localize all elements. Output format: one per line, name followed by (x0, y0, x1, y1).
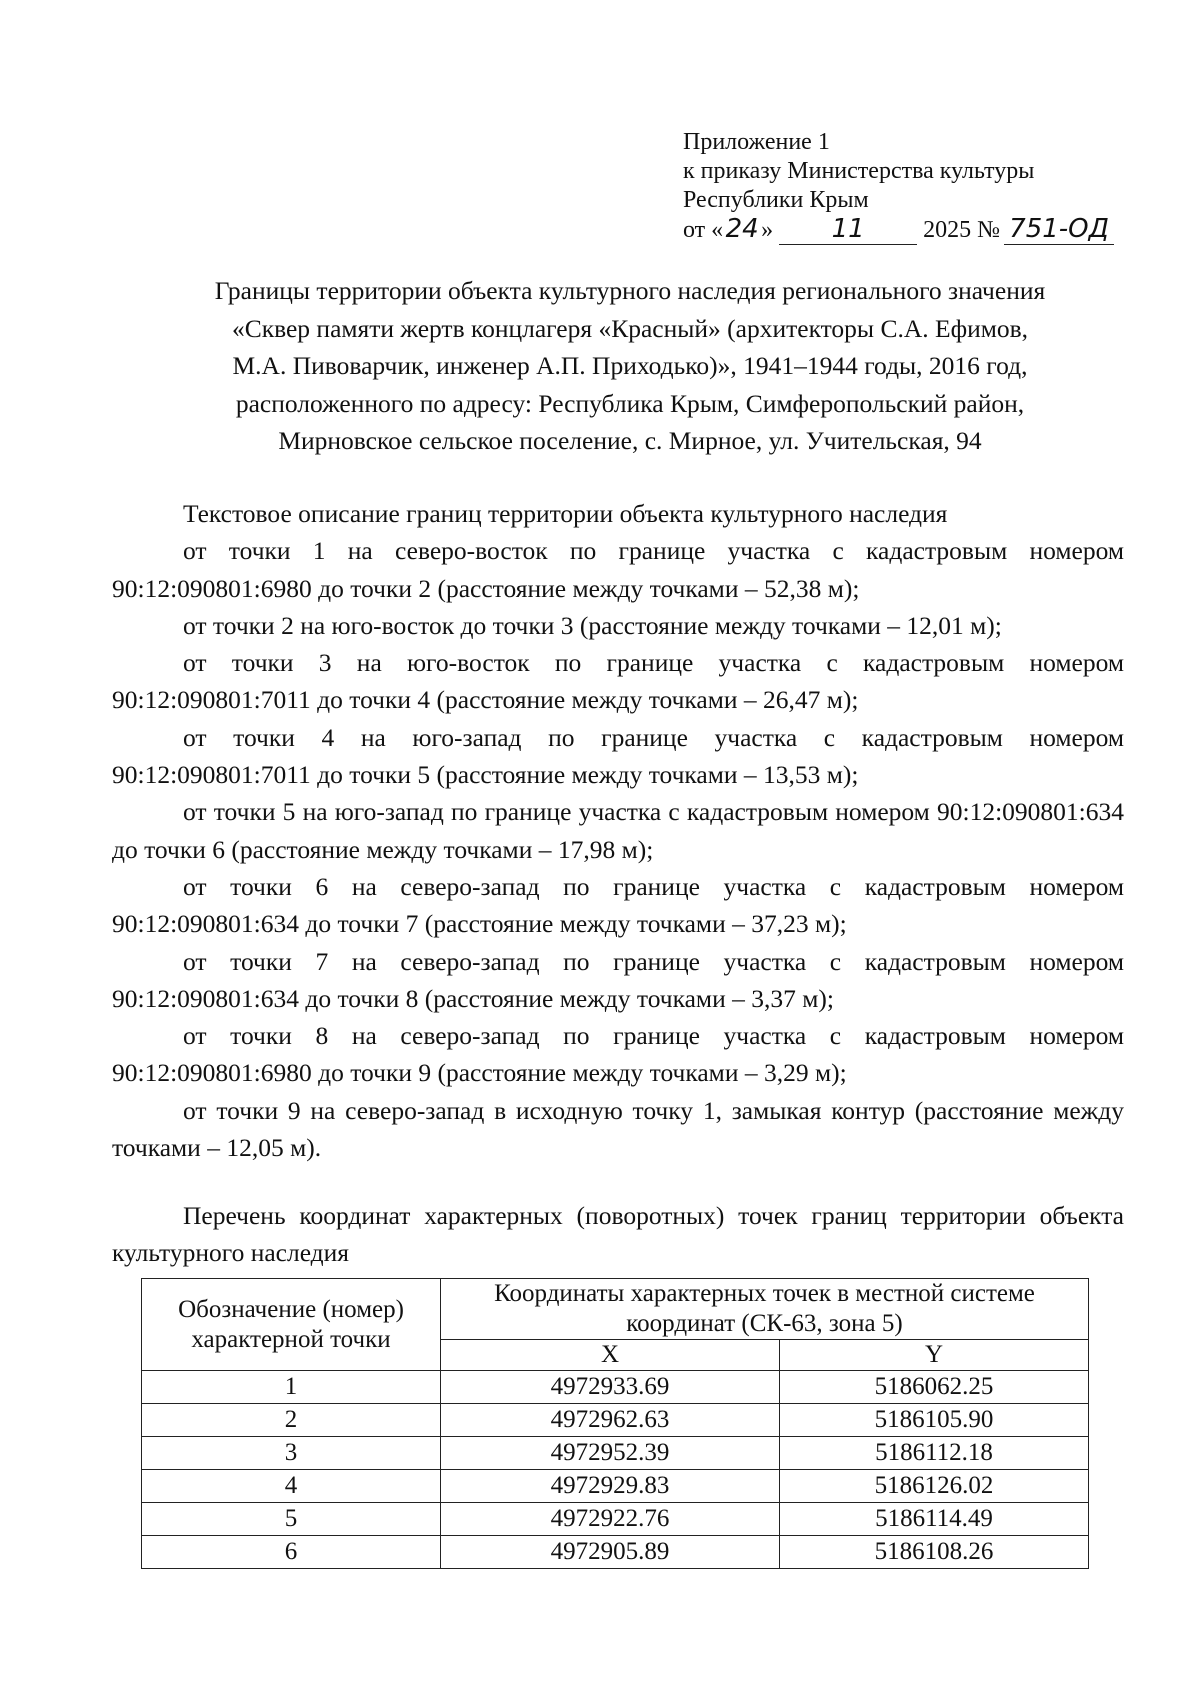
description-paragraph: от точки 2 на юго-восток до точки 3 (расстояние между точками – 12,01 м); (183, 610, 1002, 640)
header-point-name: Обозначение (номер) характерной точки (142, 1279, 441, 1371)
month-field (779, 216, 917, 245)
boundary-description (112, 495, 1124, 1166)
description-paragraph: от точки 8 на северо-запад по границе участка с кадастровым номером 90:12:090801:6980 до точки 9 (расстояние между точками – 3,29 м); (112, 1021, 1124, 1088)
description-paragraph: от точки 5 на юго-запад по границе участка с кадастровым номером 90:12:090801:634 до точки 6 (расстояние между точками – 17,98 м); (112, 797, 1124, 864)
coordinates-intro-text: Перечень координат характерных (поворотных) точек границ территории объекта культурного наследия (112, 1201, 1124, 1267)
table-row (142, 1371, 1089, 1404)
appendix-line-2: к приказу Министерства культуры (683, 158, 1035, 184)
point-y: 5186108.26 (780, 1536, 1089, 1569)
point-y: 5186105.90 (780, 1404, 1089, 1437)
table-row (142, 1503, 1089, 1536)
point-x: 4972929.83 (441, 1470, 780, 1503)
appendix-block (683, 128, 1114, 245)
description-paragraph: от точки 7 на северо-запад по границе участка с кадастровым номером 90:12:090801:634 до точки 8 (расстояние между точками – 3,37 м); (112, 946, 1124, 1013)
year-label: 2025 № (923, 217, 1001, 243)
point-number: 2 (142, 1404, 441, 1437)
coordinates-intro (112, 1197, 1124, 1271)
appendix-line-1: Приложение 1 (683, 129, 830, 155)
handwritten-number: 751-ОД (1009, 214, 1109, 244)
title-line: Границы территории объекта культурного наследия регионального значения (214, 276, 1046, 305)
date-prefix: от « (683, 217, 724, 243)
description-heading: Текстовое описание границ территории объекта культурного наследия (183, 499, 948, 528)
number-field (1004, 216, 1114, 245)
table-row (142, 1404, 1089, 1437)
point-number: 1 (142, 1371, 441, 1404)
title-line: «Сквер памяти жертв концлагеря «Красный» (архитекторы С.А. Ефимов, (231, 313, 1029, 343)
header-y: Y (780, 1340, 1089, 1371)
description-paragraph: от точки 9 на северо-запад в исходную точку 1, замыкая контур (расстояние между точками – 12,05 м). (112, 1095, 1124, 1163)
coordinates-table (141, 1278, 1089, 1569)
point-number: 3 (142, 1437, 441, 1470)
appendix-line-3: Республики Крым (683, 187, 869, 213)
point-y: 5186126.02 (780, 1470, 1089, 1503)
table-row (142, 1437, 1089, 1470)
table-row (142, 1470, 1089, 1503)
header-x: X (441, 1340, 780, 1371)
description-paragraph: от точки 3 на юго-восток по границе участка с кадастровым номером 90:12:090801:7011 до точки 4 (расстояние между точками – 26,47 м); (112, 648, 1124, 715)
document-title (110, 272, 1150, 460)
table-row (142, 1536, 1089, 1569)
title-line: расположенного по адресу: Республика Крым, Симферопольский район, (235, 388, 1025, 418)
point-y: 5186112.18 (780, 1437, 1089, 1470)
title-line: Мирновское сельское поселение, с. Мирное, ул. Учительская, 94 (278, 426, 982, 455)
point-number: 4 (142, 1470, 441, 1503)
handwritten-month: 11 (831, 214, 865, 244)
title-line: М.А. Пивоварчик, инженер А.П. Приходько)», 1941–1944 годы, 2016 год, (232, 351, 1028, 380)
point-x: 4972933.69 (441, 1371, 780, 1404)
point-y: 5186114.49 (780, 1503, 1089, 1536)
description-paragraph: от точки 6 на северо-запад по границе участка с кадастровым номером 90:12:090801:634 до точки 7 (расстояние между точками – 37,23 м); (112, 871, 1124, 939)
point-number: 6 (142, 1536, 441, 1569)
header-coordinates: Координаты характерных точек в местной системе координат (СК-63, зона 5) (441, 1279, 1089, 1340)
date-quote-close: » (761, 217, 774, 243)
point-x: 4972905.89 (441, 1536, 780, 1569)
point-number: 5 (142, 1503, 441, 1536)
point-x: 4972952.39 (441, 1437, 780, 1470)
handwritten-day: 24 (725, 214, 759, 244)
point-x: 4972922.76 (441, 1503, 780, 1536)
point-y: 5186062.25 (780, 1371, 1089, 1404)
order-date-line (683, 215, 1114, 245)
point-x: 4972962.63 (441, 1404, 780, 1437)
description-paragraph: от точки 1 на северо-восток по границе участка с кадастровым номером 90:12:090801:6980 до точки 2 (расстояние между точками – 52,38 м); (112, 536, 1124, 603)
description-paragraph: от точки 4 на юго-запад по границе участка с кадастровым номером 90:12:090801:7011 до точки 5 (расстояние между точками – 13,53 м); (112, 722, 1124, 790)
